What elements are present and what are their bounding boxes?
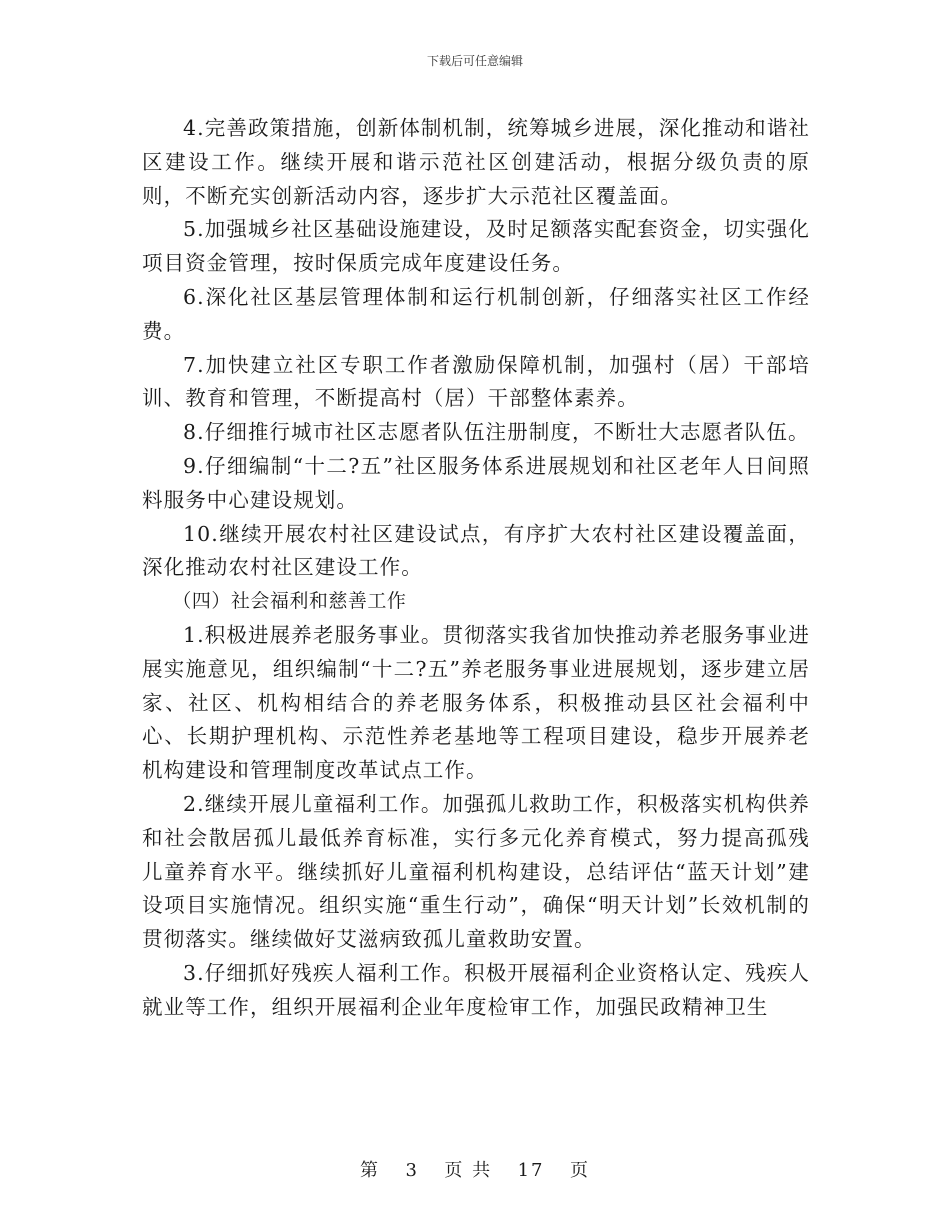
footer-suffix: 页 [569, 1160, 590, 1181]
paragraph-welfare-2: 2.继续开展儿童福利工作。加强孤儿救助工作，积极落实机构供养和社会散居孤儿最低养育标准，实行多元化养育模式，努力提高孤残儿童养育水平。继续抓好儿童福利机构建设，总结评估“蓝天计划”建设项目实施情况。组织实施“重生行动”，确保“明天计划”长效机制的贯彻落实。继续做好艾滋病致孤儿童救助安置。 [142, 791, 810, 952]
footer-prefix: 第 [360, 1160, 381, 1181]
paragraph-item-9: 9.仔细编制“十二?五”社区服务体系进展规划和社区老年人日间照料服务中心建设规划。 [142, 453, 810, 512]
paragraph-item-5: 5.加强城乡社区基础设施建设，及时足额落实配套资金，切实强化项目资金管理，按时保质完成年度建设任务。 [142, 217, 810, 276]
document-body [142, 112, 810, 1025]
paragraph-item-6: 6.深化社区基层管理体制和运行机制创新，仔细落实社区工作经费。 [142, 284, 810, 343]
paragraph-item-4: 4.完善政策措施，创新体制机制，统筹城乡进展，深化推动和谐社区建设工作。继续开展和谐示范社区创建活动，根据分级负责的原则，不断充实创新活动内容，逐步扩大示范社区覆盖面。 [142, 116, 810, 208]
paragraph-welfare-3: 3.仔细抓好残疾人福利工作。积极开展福利企业资格认定、残疾人就业等工作，组织开展福利企业年度检审工作，加强民政精神卫生 [142, 960, 810, 1019]
paragraph-item-7: 7.加快建立社区专职工作者激励保障机制，加强村（居）干部培训、教育和管理，不断提高村（居）干部整体素养。 [142, 352, 810, 411]
section-heading: （四）社会福利和慈善工作 [172, 590, 407, 613]
paragraph-item-10: 10.继续开展农村社区建设试点，有序扩大农村社区建设覆盖面，深化推动农村社区建设工作。 [142, 521, 810, 580]
page-footer [0, 1156, 950, 1182]
current-page-number: 3 [405, 1160, 419, 1181]
total-page-count: 17 [517, 1160, 545, 1181]
paragraph-welfare-1: 1.积极进展养老服务事业。贯彻落实我省加快推动养老服务事业进展实施意见，组织编制“十二?五”养老服务事业进展规划，逐步建立居家、社区、机构相结合的养老服务体系，积极推动县区社会福利中心、长期护理机构、示范性养老基地等工程项目建设，稳步开展养老机构建设和管理制度改革试点工作。 [142, 622, 810, 783]
page-header-note: 下载后可任意编辑 [426, 54, 523, 68]
paragraph-item-8: 8.仔细推行城市社区志愿者队伍注册制度，不断壮大志愿者队伍。 [183, 420, 810, 445]
footer-mid: 页 共 [444, 1160, 493, 1181]
